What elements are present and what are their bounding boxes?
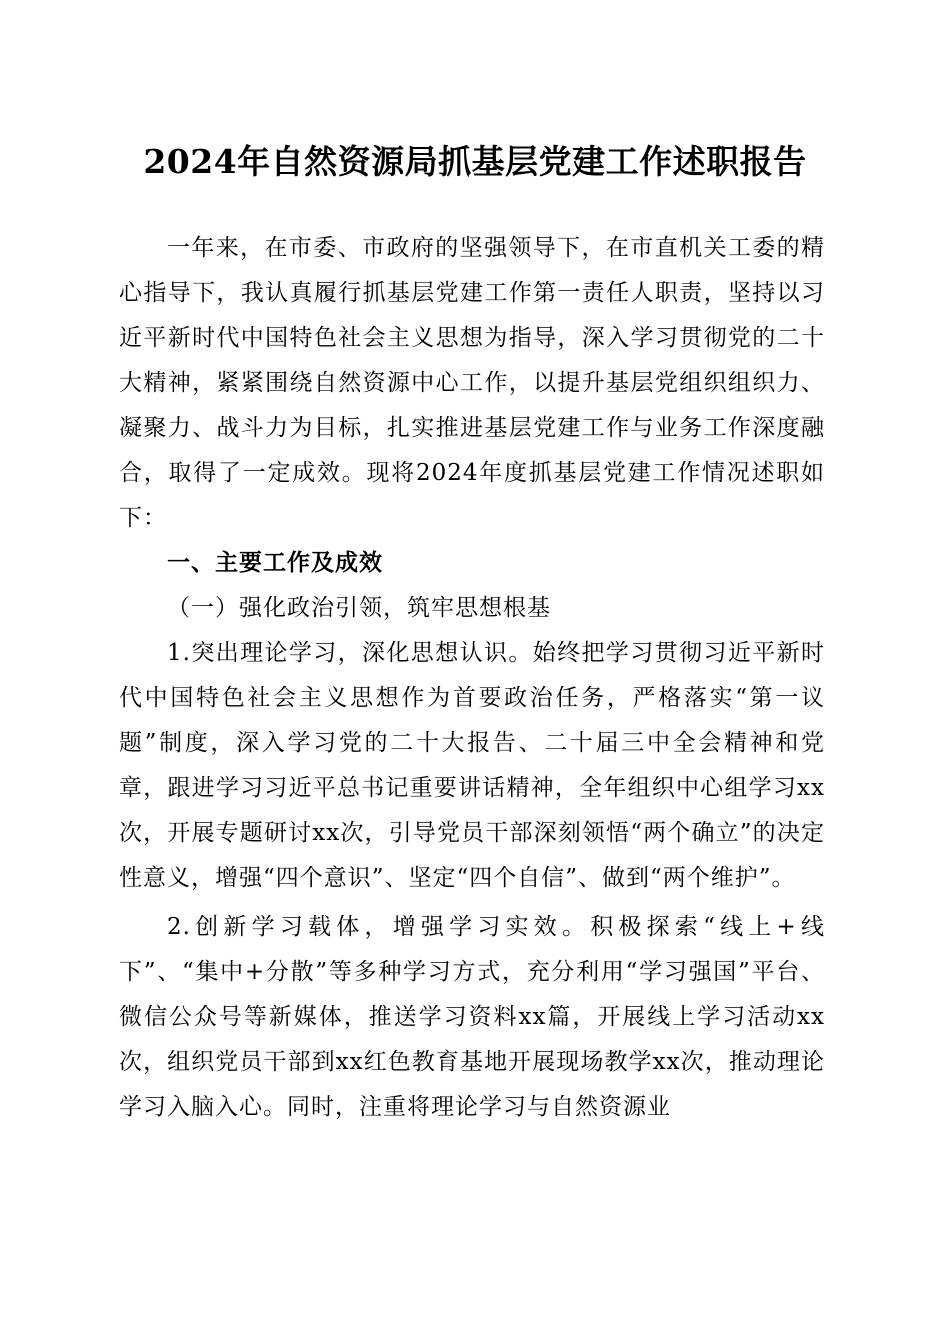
section-heading-main-work: 一、主要工作及成效 (167, 550, 383, 576)
intro-paragraph: 一年来，在市委、市政府的坚强领导下，在市直机关工委的精心指导下，我认真履行抓基层党建工作第一责任人职责，坚持以习近平新时代中国特色社会主义思想为指导，深入学习贯彻党的二十大精神，紧紧围绕自然资源中心工作，以提升基层党组织组织力、凝聚力、战斗力为目标，扎实推进基层党建工作与业务工作深度融合，取得了一定成效。现将2024年度抓基层党建工作情况述职如下： (119, 235, 825, 531)
paragraph-item-1: 1.突出理论学习，深化思想认识。始终把学习贯彻习近平新时代中国特色社会主义思想作为首要政治任务，严格落实“第一议题”制度，深入学习党的二十大报告、二十届三中全会精神和党章，跟进学习习近平总书记重要讲话精神，全年组织中心组学习xx次，开展专题研讨xx次，引导党员干部深刻领悟“两个确立”的决定性意义，增强“四个意识”、坚定“四个自信”、做到“两个维护”。 (119, 640, 825, 891)
document-title: 2024年自然资源局抓基层党建工作述职报告 (143, 142, 807, 181)
paragraph-item-2: 2.创新学习载体，增强学习实效。积极探索“线上+线下”、“集中+分散”等多种学习方式，充分利用“学习强国”平台、微信公众号等新媒体，推送学习资料xx篇，开展线上学习活动xx次，组织党员干部到xx红色教育基地开展现场教学xx次，推动理论学习入脑入心。同时，注重将理论学习与自然资源业 (119, 914, 825, 1120)
subsection-heading-political-guidance: （一）强化政治引领，筑牢思想根基 (167, 595, 551, 621)
document-body (119, 226, 825, 1130)
